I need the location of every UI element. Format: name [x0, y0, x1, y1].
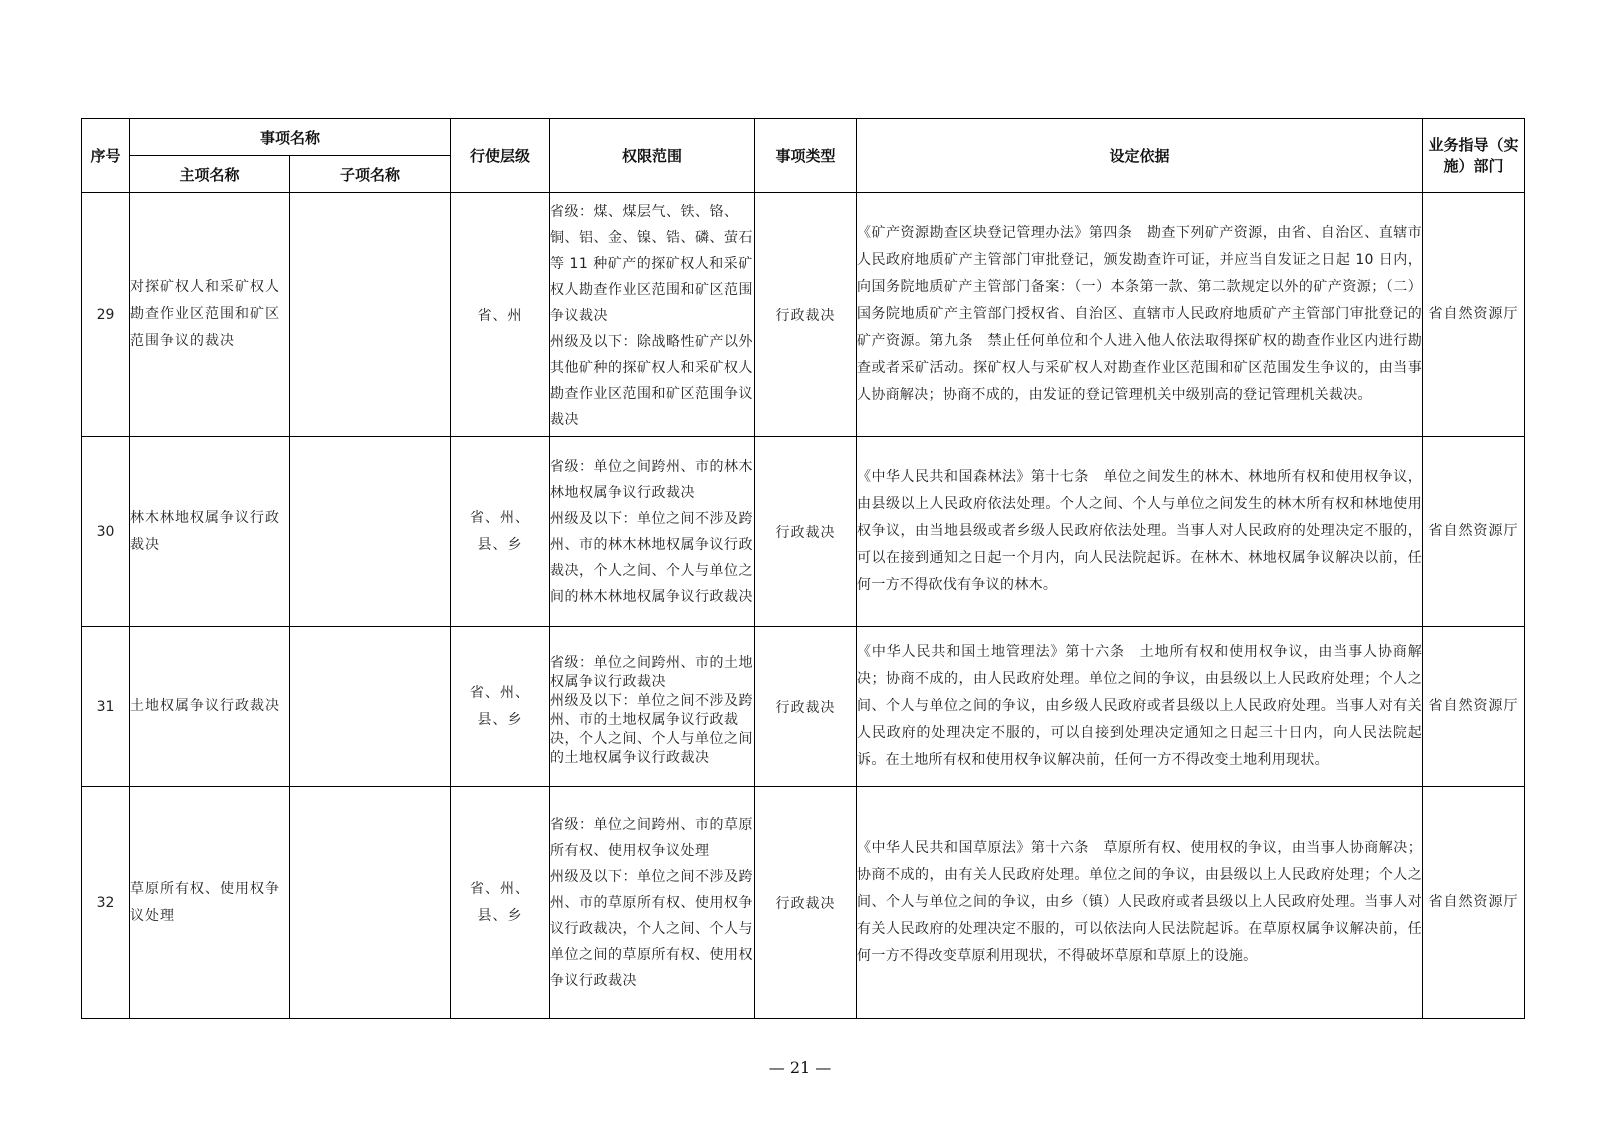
table-row — [82, 437, 1525, 627]
department: 省自然资源厅 — [1423, 627, 1525, 787]
department: 省自然资源厅 — [1423, 787, 1525, 1019]
header-dept: 业务指导（实施）部门 — [1423, 119, 1525, 193]
header-row-1 — [82, 119, 1525, 156]
legal-basis: 《中华人民共和国土地管理法》第十六条 土地所有权和使用权争议，由当事人协商解决；协商不成的，由人民政府处理。单位之间的争议，由县级以上人民政府处理；个人之间、个人与单位之间的争议，由乡级人民政府或者县级以上人民政府处理。当事人对有关人民政府的处理决定不服的，可以自接到处理决定通知之日起三十日内，向人民法院起诉。在土地所有权和使用权争议解决前，任何一方不得改变土地利用现状。 — [857, 627, 1423, 787]
authority-scope: 省级：煤、煤层气、铁、铬、铜、铝、金、镍、锆、磷、萤石等 11 种矿产的探矿权人和采矿权人勘查作业区范围和矿区范围争议裁决 州级及以下：除战略性矿产以外其他矿种的探矿权人和采矿权人勘查作业区范围和矿区范围争议裁决 — [550, 193, 755, 437]
header-item-name: 事项名称 — [130, 119, 451, 156]
table-row — [82, 627, 1525, 787]
item-type: 行政裁决 — [755, 437, 857, 627]
exercise-level: 省、州、县、乡 — [451, 627, 550, 787]
row-number: 32 — [82, 787, 130, 1019]
sub-item-name — [290, 627, 451, 787]
page-number: — 21 — — [768, 1058, 832, 1077]
sub-item-name — [290, 437, 451, 627]
main-item-name: 土地权属争议行政裁决 — [130, 627, 290, 787]
authority-scope: 省级：单位之间跨州、市的土地权属争议行政裁决 州级及以下：单位之间不涉及跨州、市的土地权属争议行政裁决，个人之间、个人与单位之间的土地权属争议行政裁决 — [550, 627, 755, 787]
legal-basis: 《中华人民共和国森林法》第十七条 单位之间发生的林木、林地所有权和使用权争议，由县级以上人民政府依法处理。个人之间、个人与单位之间发生的林木所有权和林地使用权争议，由当地县级或者乡级人民政府依法处理。当事人对人民政府的处理决定不服的，可以在接到通知之日起一个月内，向人民法院起诉。在林木、林地权属争议解决以前，任何一方不得砍伐有争议的林木。 — [857, 437, 1423, 627]
header-level: 行使层级 — [451, 119, 550, 193]
exercise-level: 省、州、县、乡 — [451, 437, 550, 627]
header-basis: 设定依据 — [857, 119, 1423, 193]
item-type: 行政裁决 — [755, 627, 857, 787]
department: 省自然资源厅 — [1423, 193, 1525, 437]
header-seq: 序号 — [82, 119, 130, 193]
main-item-name: 林木林地权属争议行政裁决 — [130, 437, 290, 627]
sub-item-name — [290, 193, 451, 437]
authority-scope: 省级：单位之间跨州、市的草原所有权、使用权争议处理 州级及以下：单位之间不涉及跨州、市的草原所有权、使用权争议行政裁决，个人之间、个人与单位之间的草原所有权、使用权争议行政裁决 — [550, 787, 755, 1019]
row-number: 31 — [82, 627, 130, 787]
main-item-name: 草原所有权、使用权争议处理 — [130, 787, 290, 1019]
sub-item-name — [290, 787, 451, 1019]
department: 省自然资源厅 — [1423, 437, 1525, 627]
legal-basis: 《矿产资源勘查区块登记管理办法》第四条 勘查下列矿产资源，由省、自治区、直辖市人民政府地质矿产主管部门审批登记，颁发勘查许可证，并应当自发证之日起 10 日内，向国务院地质矿产主管部门备案：（一）本条第一款、第二款规定以外的矿产资源；（二）国务院地质矿产主管部门授权省、自治区、直辖市人民政府地质矿产主管部门审批登记的矿产资源。第九条 禁止任何单位和个人进入他人依法取得探矿权的勘查作业区内进行勘查或者采矿活动。探矿权人与采矿权人对勘查作业区范围和矿区范围发生争议的，由当事人协商解决；协商不成的，由发证的登记管理机关中级别高的登记管理机关裁决。 — [857, 193, 1423, 437]
item-type: 行政裁决 — [755, 193, 857, 437]
row-number: 29 — [82, 193, 130, 437]
legal-basis: 《中华人民共和国草原法》第十六条 草原所有权、使用权的争议，由当事人协商解决；协商不成的，由有关人民政府处理。单位之间的争议，由县级以上人民政府处理；个人之间、个人与单位之间的争议，由乡（镇）人民政府或者县级以上人民政府处理。当事人对有关人民政府的处理决定不服的，可以依法向人民法院起诉。在草原权属争议解决前，任何一方不得改变草原利用现状，不得破坏草原和草原上的设施。 — [857, 787, 1423, 1019]
table-row — [82, 787, 1525, 1019]
header-main-name: 主项名称 — [130, 156, 290, 193]
header-sub-name: 子项名称 — [290, 156, 451, 193]
header-scope: 权限范围 — [550, 119, 755, 193]
exercise-level: 省、州 — [451, 193, 550, 437]
item-type: 行政裁决 — [755, 787, 857, 1019]
exercise-level: 省、州、县、乡 — [451, 787, 550, 1019]
table-row — [82, 193, 1525, 437]
row-number: 30 — [82, 437, 130, 627]
main-item-name: 对探矿权人和采矿权人勘查作业区范围和矿区范围争议的裁决 — [130, 193, 290, 437]
matters-table — [81, 118, 1525, 1019]
authority-scope: 省级：单位之间跨州、市的林木林地权属争议行政裁决 州级及以下：单位之间不涉及跨州、市的林木林地权属争议行政裁决，个人之间、个人与单位之间的林木林地权属争议行政裁决 — [550, 437, 755, 627]
header-type: 事项类型 — [755, 119, 857, 193]
